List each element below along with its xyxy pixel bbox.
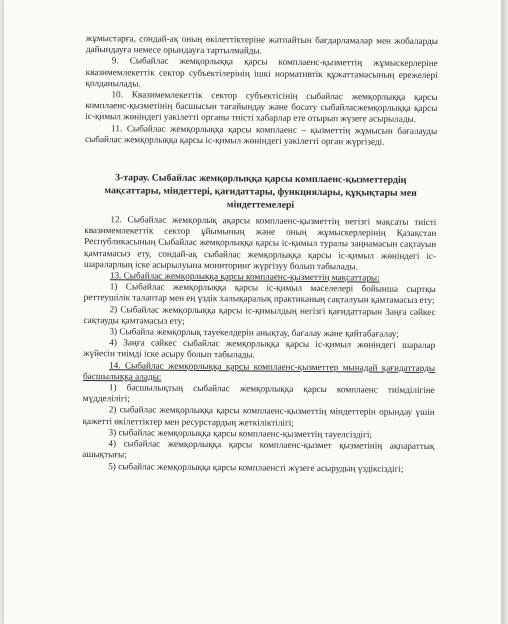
list-item-14-4: 4) сыбайлас жемқорлыққа қарсы комплаенс-қызмет қызметінің ақпараттық ашықтығы;	[82, 438, 435, 460]
list-item-14-5: 5) сыбайлас жемқорлыққа қарсы комплаенсті жүзеге асырудың үздіксіздігі;	[108, 460, 404, 474]
list-item-13-2: 2) Сыбайлас жемқорлыққа қарсы іс-қимылдың негізгі қағидаттарын Заңға сәйкес сақтауды қамтамасыз ету;	[83, 303, 436, 326]
list-item-13-4: 4) Заңға сәйкес сыбайлас жемқорлыққа қарсы іс-қимыл жөніндегі шаралар жүйесін тиімді іске асыру болып табылады.	[83, 337, 436, 360]
document-body	[82, 33, 438, 475]
list-item-14-2: 2) сыбайлас жемқорлыққа қарсы комплаенс-қызметтің міндеттерін орындау үшін қажетті өкілеттіктер мен ресурстардың жеткіліктілігі;	[82, 404, 435, 428]
paragraph-9: 9. Сыбайлас жемқорлыққа қарсы комплаенс-қызметтің жұмыскерлеріне квазимемлекеттік сектор субъектілерінің ішкі нормативтік құжаттамасының ережелері қолданылады.	[85, 55, 438, 89]
paragraph-12: 12. Сыбайлас жемқорлық ақарсы комплаенс-қызметтің негізгі мақсаты тиісті квазимемлекеттік сектор ұйымының және оның жұмыскерлерінің Қазақстан Республикасының Сыбайлас жемқорлыққа қарсы іс-қимыл туралы заңнамасын сақтауын қамтамасыз ету, сондай-ақ сыбайлас жемқорлыққа қарсы іс-қимыл жөніндегі іс-шараларлың іске асырылуына мониторинг жүргізуу болып табылады.	[83, 214, 437, 272]
section-gap	[85, 145, 437, 174]
paragraph-10: 10. Квазимемлекеттік сектор субъектісінің сыбайлас жемқорлыққа қарсы комплаенс-қызметінің басшысын тағайындау және босату сыбайласжемқорлыққа қарсы іс-қимыл жөніндегі уәкілетті органы тиісті хабарлар ете отырып жүзеге асырылады.	[85, 89, 438, 125]
document-page	[4, 0, 504, 624]
paragraph-11: 11. Сыбайлас жемқорлыққа қарсы комплаенс – қызметтің жұмысын бағалауды сыбайлас жемқорлыққа қарсы іс-қимыл жөніндегі уәкілетті орган жүргізеді.	[85, 122, 438, 147]
paragraph-13-title: 13. Сыбайлас жемқорлыққа қарсы комплаенс-қызметтің мақсаттары:	[109, 270, 380, 283]
list-item-13-1: 1) Сыбайлас жемқорлыққа қарсы іс-қимыл мәселелері бойынша сыртқы реттеушілік талаптар мен ең үздік халықаралық практиканың сақталуын қамтамасыз ету;	[83, 281, 436, 306]
paragraph-continuation: жұмыстарға, сондай-ақ оның өкілеттіктеріне жатпайтын бағдарламалар мен жобаларды дайындауға немесе орындауға тартылмайды.	[85, 33, 438, 56]
list-item-14-3: 3) сыбайлас жемқорлыққа қарсы комплаенс-қызметтің тәуелсіздігі;	[108, 427, 373, 440]
paragraph-14-title: 14. Сыбайлас жемқорлыққа қарсы комплаенс-қызметтер мынадай қағидаттарды басшылыққа алады:	[82, 359, 436, 382]
page-edge-shadow	[501, 0, 504, 624]
list-item-13-3: 3) Сыбайла жемқорлық тәуекелдерін анықтау, бағалау және қайтабағалау;	[109, 326, 399, 339]
chapter-heading: 3-тарау. Сыбайлас жемқорлыққа қарсы комплаенс-қызметтердің мақсаттары, міндеттері, қағидаттары, функциялары, құқықтары мен міндеттемелері	[104, 172, 417, 211]
list-item-14-1: 1) басшылықтың сыбайлас жемқорлыққа қарсы комплаенс тиімділігіне мүдделілігі;	[82, 382, 435, 404]
